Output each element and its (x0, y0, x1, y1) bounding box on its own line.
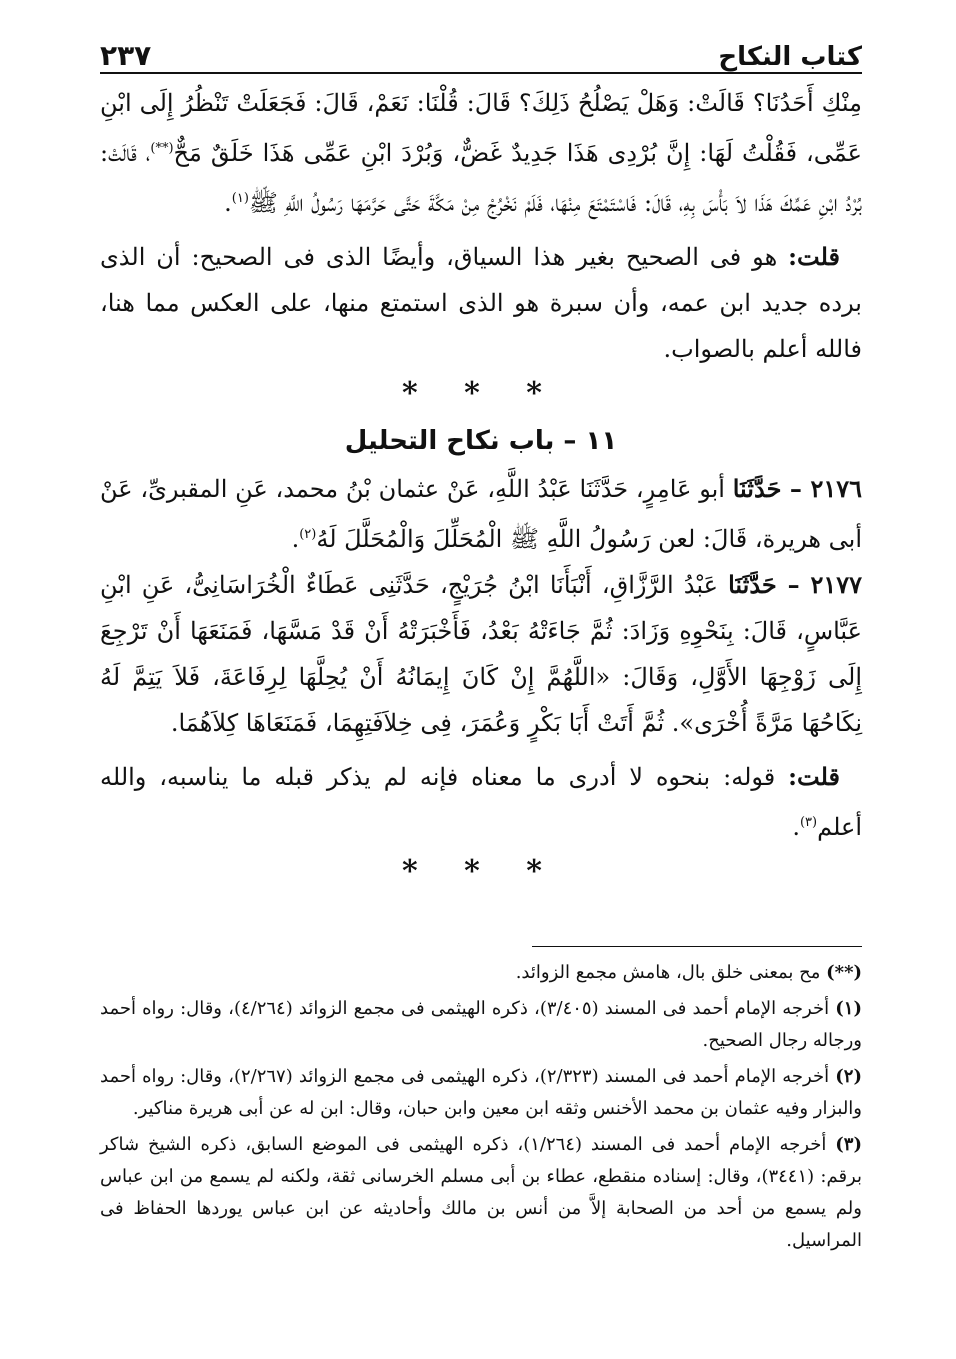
footnote-ref: (**) (150, 141, 174, 156)
note-end: . (792, 813, 800, 841)
footnote-marker: (١) (835, 998, 862, 1019)
footnote-ref: (١) (231, 191, 249, 206)
hadith-continuation-text-2: ، قَالَتْ: بُرْدُ ابْنِ عَمِّكَ هَذَا لاَ بَأْسَ بِهِ، قَالَ: فَاسْتَمْتَعَ مِنْهَا، فَلَمْ نَخْرُجْ مِنْ مَكَّةَ حَتَّى حَرَّمَهَا رَسُولُ اللَّهِ ﷺ (100, 139, 862, 217)
hadith-text: عَبْدُ الرَّزَّاقِ، أَنْبَأَنَا ابْنُ جُرَيْجٍ، حَدَّثَنِى عَطَاءٌ الْخُرَاسَانِىُّ، عَنِ ابْنِ عَبَّاسٍ، قَالَ: بِنَحْوِهِ وَزَادَ: ثُمَّ جَاءَتْهُ بَعْدُ، فَأَخْبَرَتْهُ أَنْ قَدْ مَسَّهَا، فَمَنَعَهَا أَنْ تَرْجِعَ إِلَى زَوْجِهَا الأَوَّلِ، وَقَالَ: «اللَّهُمَّ إِنْ كَانَ إِيمَانُهُ أَنْ يُحِلَّهَا لِرِفَاعَةَ، فَلاَ يَتِمَّ لَهُ نِكَاحُهَا مَرَّةً أُخْرَى». ثُمَّ أَتَتْ أَبَا بَكْرٍ وَعُمَرَ، فِى خِلاَفَتِهِمَا، فَمَنَعَاهَا كِلاَهُمَا. (100, 571, 862, 737)
footnote (100, 1129, 862, 1257)
hadith-2176 (100, 466, 862, 562)
hadith-2177 (100, 562, 862, 746)
hadith-continuation-text: مِنْكِ أَحَدُنَا؟ قَالَتْ: وَهَلْ يَصْلُحُ ذَلِكَ؟ قَالَ: قُلْنَا: نَعَمْ، قَالَ: فَجَعَلَتْ تَنْظُرُ إِلَى ابْنِ عَمِّى، فَقُلْتُ لَهَا: إِنَّ بُرْدِى هَذَا جَدِيدٌ غَضٌّ، وَبُرْدَ ابْنِ عَمِّى هَذَا خَلَقٌ مَحٌّ (100, 89, 863, 167)
footnote-marker: (٢) (835, 1066, 862, 1087)
author-note (100, 754, 862, 850)
note-text: قوله: بنحوه لا أدرى ما معناه فإنه لم يذكر قبله ما يناسبه، والله أعلم (100, 763, 862, 841)
hadith-continuation (100, 80, 862, 226)
footnote-ref: (٣) (799, 815, 818, 830)
footnote (100, 993, 862, 1057)
footnote-text: أخرجه الإمام أحمد فى المسند (٢/٣٢٣)، ذكره الهيثمى فى مجمع الزوائد (٢/٢٦٧)، وقال: رواه أحمد والبزار وفيه عثمان بن محمد الأخنس وثقه ابن معين وابن حبان، وقال: ابن له عن أبى هريرة مناكير. (100, 1066, 862, 1119)
footnotes (100, 946, 862, 1261)
footnote-text: أخرجه الإمام أحمد فى المسند (٣/٤٠٥)، ذكره الهيثمى فى مجمع الزوائد (٤/٢٦٤)، وقال: رواه أحمد ورجاله رجال الصحيح. (100, 998, 862, 1051)
book-page (100, 28, 862, 1338)
note-lead: قلت: (788, 762, 841, 791)
section-separator: * * * (402, 376, 560, 411)
hadith-number: ٢١٧٧ – حَدَّثَنَا (728, 570, 862, 599)
running-title: كتاب النكاح (718, 42, 862, 72)
chapter-heading: ١١ – باب نكاح التحليل (344, 426, 618, 456)
footnote-ref: (٢) (299, 527, 317, 542)
footnote (100, 1061, 862, 1125)
footnote-text: مح بمعنى خلق بال، هامش مجمع الزوائد. (515, 962, 827, 983)
note-text: هو فى الصحيح بغير هذا السياق، وأيضًا الذى فى الصحيح: أن الذى برده جديد ابن عمه، وأن سبرة هو الذى استمتع منها، على العكس مما هنا، فالله أعلم بالصواب. (100, 243, 862, 363)
footnote-divider (532, 946, 862, 947)
hadith-end: . (291, 525, 300, 553)
note-lead: قلت: (788, 242, 840, 271)
page-number: ٢٣٧ (100, 39, 152, 72)
footnote-marker: (**) (826, 962, 862, 983)
section-separator: * * * (402, 854, 560, 889)
footnote-text: أخرجه الإمام أحمد فى المسند (١/٢٦٤)، ذكره الهيثمى فى الموضع السابق، ذكره الشيخ شاكر برقم: (٣٤٤١)، وقال: إسناده منقطع، عطاء بن أبى مسلم الخرسانى ثقة، ولكنه لم يسمع من ابن عباس ولم يسمع من أحد من الصحابة إلاَّ من أنس بن مالك وأحاديثه عن ابن عباس يوردها الحفاظ فى المراسيل. (100, 1134, 862, 1251)
page-header (100, 28, 862, 74)
author-note (100, 234, 862, 372)
hadith-number: ٢١٧٦ – حَدَّثَنَا (732, 474, 862, 503)
footnote (100, 957, 862, 989)
hadith-text: أبو عَامِرٍ، حَدَّثَنَا عَبْدُ اللَّهِ، عَنْ عثمان بْنُ محمد، عَنِ المقبرىِّ، عَنْ أبى هريرة، قَالَ: لعن رَسُولُ اللَّهِ ﷺ الْمُحَلِّلَ وَالْمُحَلَّلَ لَهُ (100, 475, 862, 553)
hadith-continuation-end: . (224, 189, 232, 217)
footnote-marker: (٣) (835, 1134, 862, 1155)
